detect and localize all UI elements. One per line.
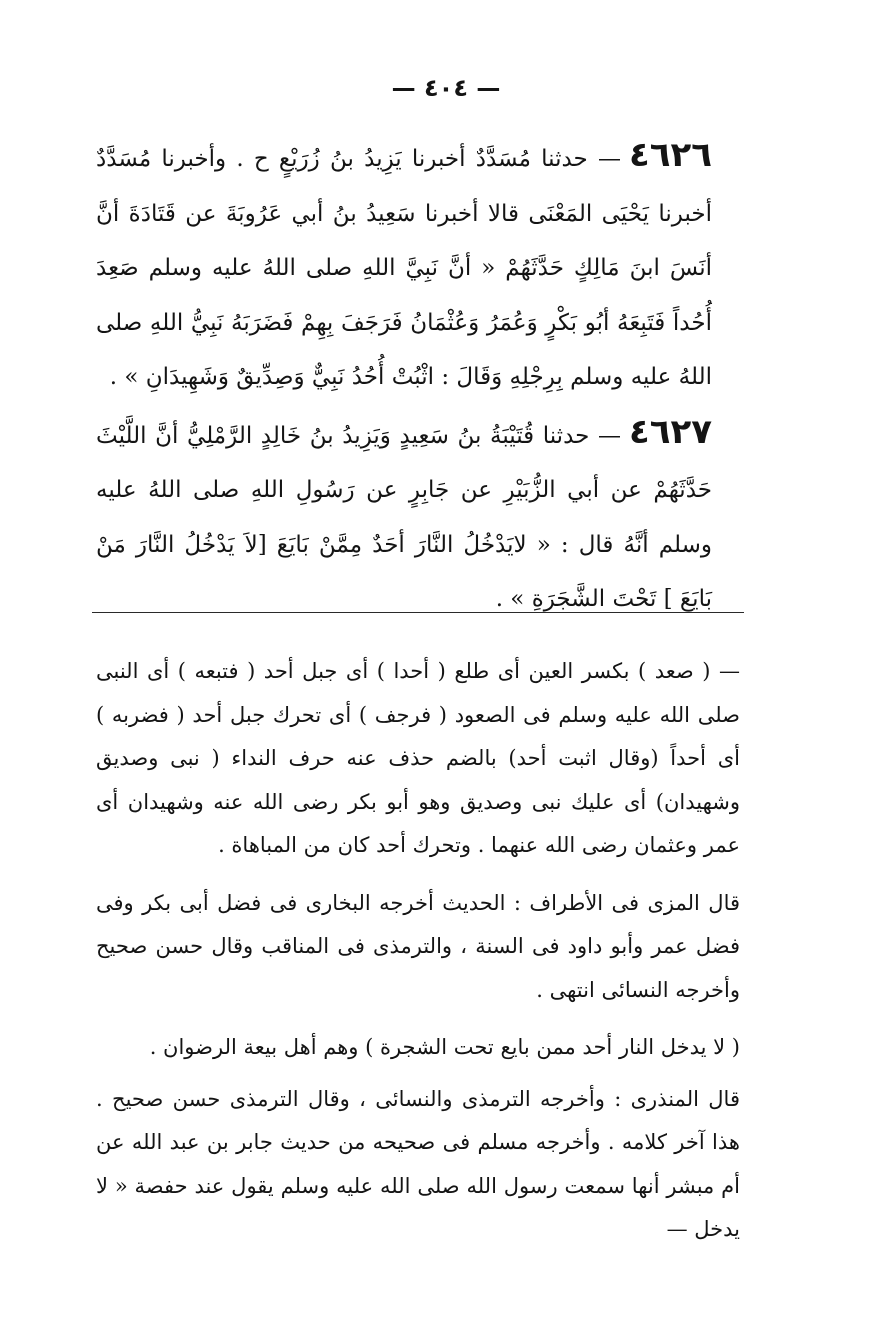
hadith-number: ٤٦٢٦ xyxy=(628,135,712,175)
commentary-paragraph: — ( صعد ) بكسر العين أى طلع ( أحدا ) أى جبل أحد ( فتبعه ) أى النبى صلى الله عليه وسلم فى الصعود ( فرجف ) أى تحرك جبل أحد ( فضربه ) أى أحداً (وقال اثبت أحد) بالضم حذف عنه حرف النداء ( نبى وصديق وشهيدان) أى عليك نبى وصديق وهو أبو بكر رضى الله عنه وشهيدان أى عمر وعثمان رضى الله عنهما . وتحرك أحد كان من المباهاة . xyxy=(96,659,740,857)
hadith-text-block xyxy=(96,128,712,627)
commentary-paragraph: قال المنذرى : وأخرجه الترمذى والنسائى ، وقال الترمذى حسن صحيح . هذا آخر كلامه . وأخرجه مسلم فى صحيحه من حديث جابر بن عبد الله عن أم مبشر أنها سمعت رسول الله صلى الله عليه وسلم يقول عند حفصة « لا يدخل — xyxy=(96,1086,740,1241)
commentary-paragraph: قال المزى فى الأطراف : الحديث أخرجه البخارى فى فضل أبى بكر وفى فضل عمر وأبو داود فى السنة ، والترمذى فى المناقب وقال حسن صحيح وأخرجه النسائى انتهى . xyxy=(96,890,740,1002)
commentary-paragraph: ( لا يدخل النار أحد ممن بايع تحت الشجرة ) وهم أهل بيعة الرضوان . xyxy=(149,1035,740,1059)
commentary-block xyxy=(96,650,740,1266)
hadith-number: ٤٦٢٧ xyxy=(628,411,712,452)
hadith-4627 xyxy=(96,405,712,627)
hadith-body: — حدثنا مُسَدَّدٌ أخبرنا يَزِيدُ بنُ زُرَيْعٍ ح . وأخبرنا مُسَدَّدٌ أخبرنا يَحْيَى المَعْنَى قالا أخبرنا سَعِيدُ بنُ أبي عَرُوبَةَ عن قَتَادَةَ أنَّ أنَسَ ابنَ مَالِكٍ حَدَّثَهُمْ « أنَّ نَبِيَّ اللهِ صلى اللهُ عليه وسلم صَعِدَ أُحُداً فَتَبِعَهُ أبُو بَكْرٍ وَعُمَرُ وَعُثْمَانُ فَرَجَفَ بِهِمْ فَضَرَبَهُ نَبِيُّ اللهِ صلى اللهُ عليه وسلم بِرِجْلِهِ وَقَالَ : اثْبُتْ أُحُدُ نَبِيٌّ وَصِدِّيقٌ وَشَهِيدَانِ » . xyxy=(96,146,712,390)
hadith-body: — حدثنا قُتَيْبَةُ بنُ سَعِيدٍ وَيَزِيدُ بنُ خَالِدٍ الرَّمْلِيُّ أنَّ اللَّيْثَ حَدَّثَهُمْ عن أبي الزُّبَيْرِ عن جَابِرٍ عن رَسُولِ اللهِ صلى اللهُ عليه وسلم أنَّهُ قال : « لايَدْخُلُ النَّارَ أحَدٌ مِمَّنْ بَايَعَ [لاَ يَدْخُلُ النَّارَ مَنْ بَايَعَ ] تَحْتَ الشَّجَرَةِ » . xyxy=(96,422,712,612)
hadith-4626 xyxy=(96,128,712,405)
page-number: — ٤٠٤ — xyxy=(391,74,501,102)
section-divider xyxy=(92,612,744,613)
